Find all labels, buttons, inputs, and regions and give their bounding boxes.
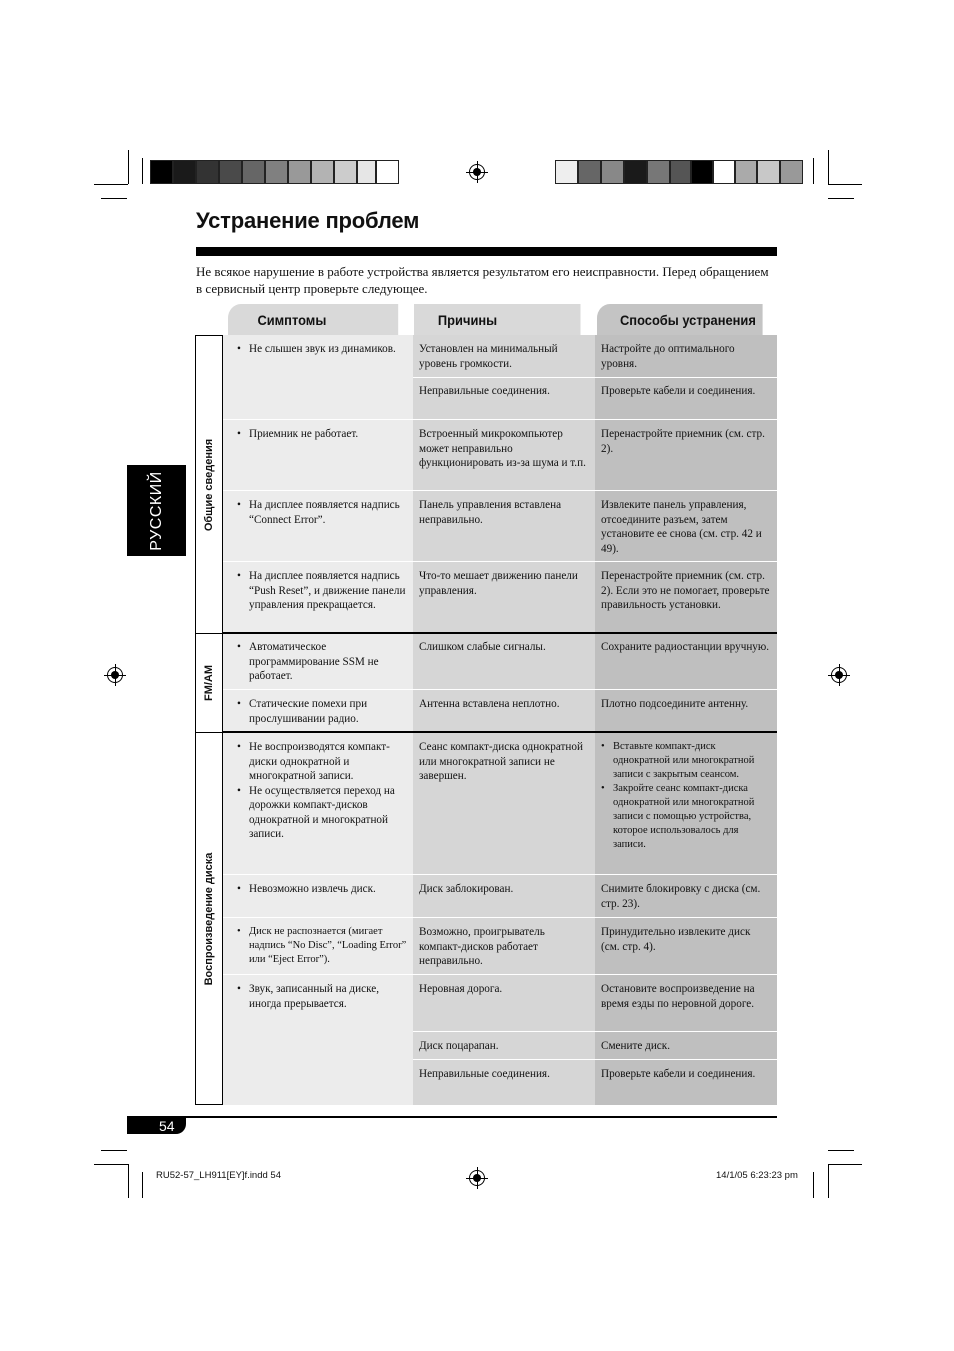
cause-cell: Неправильные соединения.	[419, 385, 550, 397]
crop-mark	[94, 1164, 128, 1165]
crop-mark	[128, 1164, 129, 1198]
registration-mark-icon	[107, 667, 123, 683]
crop-mark	[128, 150, 129, 184]
symptom-cell: • На дисплее появляется надпись “Push Reset”, и движение панели управления прекращается.	[237, 570, 406, 611]
cause-cell: Возможно, проигрыватель компакт-дисков работает неправильно.	[419, 926, 545, 967]
registration-mark-icon	[469, 1170, 485, 1186]
cause-cell: Диск заблокирован.	[419, 883, 514, 895]
language-tab: РУССКИЙ	[127, 465, 186, 556]
crop-mark	[828, 1164, 829, 1198]
crop-mark	[101, 198, 127, 199]
symptom-cell: • Диск не распознается (мигает надпись “No Disc”, “Loading Error” или “Eject Error”).	[237, 926, 407, 965]
crop-mark	[828, 1150, 854, 1151]
troubleshooting-table	[195, 335, 777, 1105]
crop-mark	[142, 1172, 143, 1198]
list-item: • Не воспроизводятся компакт-диски однократной и многократной записи.	[237, 740, 407, 784]
header-causes: Причины	[414, 304, 581, 335]
category-general: Общие сведения	[195, 335, 223, 634]
symptom-cell	[223, 733, 413, 842]
remedy-cell: Остановите воспроизведение на время езды по неровной дороге.	[601, 983, 755, 1010]
symptom-cell: • Невозможно извлечь диск.	[237, 883, 376, 895]
remedy-cell	[595, 733, 777, 852]
bottom-rule	[127, 1116, 777, 1118]
list-item: • Закройте сеанс компакт-диска однократной или многократной записи с помощью устройства, которое использовалось для записи.	[601, 782, 771, 852]
symptom-cell: • Не слышен звук из динамиков.	[237, 343, 396, 355]
symptom-cell: • Автоматическое программирование SSM не работает.	[237, 641, 379, 682]
remedy-cell: Перенастройте приемник (см. стр. 2).	[601, 428, 765, 455]
symptom-cell: • Статические помехи при прослушивании радио.	[237, 698, 368, 725]
crop-mark	[813, 158, 814, 184]
cause-cell: Сеанс компакт-диска однократной или многократной записи не завершен.	[419, 741, 583, 782]
cause-cell: Слишком слабые сигналы.	[419, 641, 546, 653]
cause-cell: Неровная дорога.	[419, 983, 503, 995]
header-symptoms: Симптомы	[228, 304, 398, 335]
registration-mark-icon	[469, 164, 485, 180]
remedy-cell: Проверьте кабели и соединения.	[601, 1068, 756, 1080]
footer-file: RU52-57_LH911[EY]f.indd 54	[156, 1170, 281, 1181]
remedy-cell: Извлеките панель управления, отсоедините разъем, затем установите ее снова (см. стр. 42 и 49).	[601, 499, 762, 555]
remedy-cell: Проверьте кабели и соединения.	[601, 385, 756, 397]
footer-date: 14/1/05 6:23:23 pm	[716, 1170, 798, 1181]
remedy-cell: Смените диск.	[601, 1040, 671, 1052]
remedy-cell: Плотно подсоедините антенну.	[601, 698, 749, 710]
cause-cell: Установлен на минимальный уровень громкости.	[419, 343, 558, 370]
intro-text: Не всякое нарушение в работе устройства является результатом его неисправности. Перед обращением в сервисный центр проверьте следующее.	[196, 264, 769, 296]
cause-cell: Неправильные соединения.	[419, 1068, 550, 1080]
list-item: • Вставьте компакт-диск однократной или многократной записи с закрытым сеансом.	[601, 740, 771, 782]
cause-cell: Что-то мешает движению панели управления.	[419, 570, 578, 597]
remedy-cell: Сохраните радиостанции вручную.	[601, 641, 770, 653]
crop-mark	[828, 184, 862, 185]
category-fmam: FM/AM	[195, 633, 223, 733]
list-item: • Не осуществляется переход на дорожки компакт-дисков однократной и многократной записи.	[237, 784, 407, 842]
page-title: Устранение проблем	[196, 208, 420, 233]
remedy-cell: Перенастройте приемник (см. стр. 2). Если это не помогает, проверьте правильность установки.	[601, 570, 770, 611]
crop-mark	[828, 198, 854, 199]
crop-mark	[94, 184, 128, 185]
symptom-cell: • Приемник не работает.	[237, 428, 359, 440]
cause-cell: Диск поцарапан.	[419, 1040, 499, 1052]
header-remedies: Способы устранения	[597, 304, 763, 335]
cause-cell: Встроенный микрокомпьютер может неправильно функционировать из-за шума и т.п.	[419, 428, 586, 469]
remedy-cell: Принудительно извлеките диск (см. стр. 4).	[601, 926, 751, 953]
symptom-cell: • На дисплее появляется надпись “Connect Error”.	[237, 499, 400, 526]
crop-mark	[101, 1150, 127, 1151]
category-disc: Воспроизведение диска	[195, 732, 223, 1105]
page-number: 54	[159, 1118, 175, 1134]
remedy-cell: Снимите блокировку с диска (см. стр. 23).	[601, 883, 761, 910]
title-underline	[196, 247, 777, 256]
crop-mark	[142, 158, 143, 184]
cause-cell: Панель управления вставлена неправильно.	[419, 499, 562, 526]
crop-mark	[828, 150, 829, 184]
crop-mark	[828, 1164, 862, 1165]
crop-mark	[813, 1172, 814, 1198]
registration-mark-icon	[831, 667, 847, 683]
remedy-cell: Настройте до оптимального уровня.	[601, 343, 735, 370]
symptom-cell: • Звук, записанный на диске, иногда прерывается.	[237, 983, 379, 1010]
page-number-tab	[127, 1118, 186, 1134]
cause-cell: Антенна вставлена неплотно.	[419, 698, 560, 710]
